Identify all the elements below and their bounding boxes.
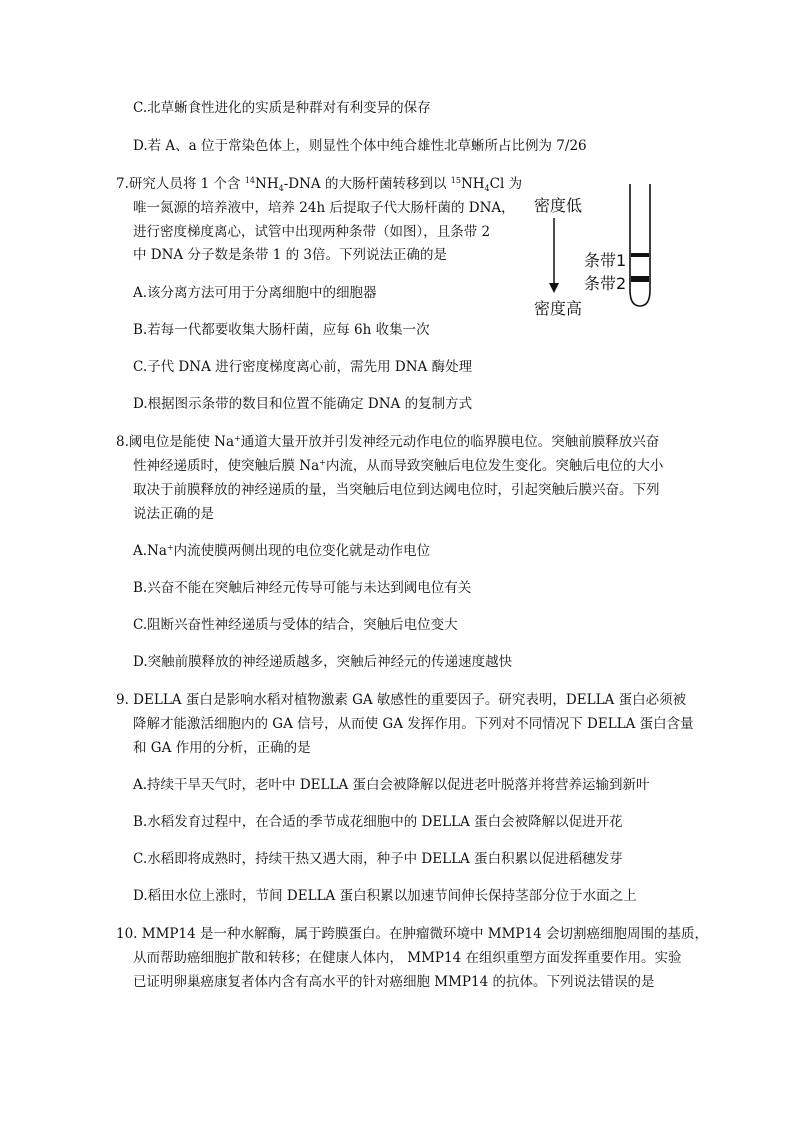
q7-stem-line-3: 进行密度梯度离心，试管中出现两种条带（如图），且条带 2 [133, 224, 491, 240]
band-2-mark [631, 276, 649, 282]
q9-option-c: C.水稻即将成熟时，持续干热又遇大雨，种子中 DELLA 蛋白积累以促进稻穗发芽 [133, 851, 623, 867]
q7-option-b: B.若每一代都要收集大肠杆菌，应每 6h 收集一次 [133, 322, 430, 338]
q7-stem-line-1: 7.研究人员将 1 个含 $^{14}NH_4$-DNA 的大肠杆菌转移到以 $^{15}NH_4Cl$ 为 [116, 176, 523, 193]
centrifuge-tube-figure [520, 180, 670, 320]
q6-option-c: C.北草蜥食性进化的实质是种群对有利变异的保存 [133, 100, 431, 116]
test-tube-outline [630, 184, 650, 306]
q8-stem-line-3: 取决于前膜释放的神经递质的量，当突触后电位到达阈电位时，引起突触后膜兴奋。下列 [133, 482, 660, 498]
q8-option-c: C.阻断兴奋性神经递质与受体的结合，突触后电位变大 [133, 617, 458, 633]
band-1-mark [631, 253, 649, 257]
band-1-label: 条带1 [584, 251, 627, 270]
q8-stem-line-4: 说法正确的是 [133, 506, 214, 522]
q8-option-a: A.Na+内流使膜两侧出现的电位变化就是动作电位 [133, 543, 431, 559]
tube-diagram [520, 180, 670, 320]
density-high-label: 密度高 [534, 299, 583, 318]
q7-option-c: C.子代 DNA 进行密度梯度离心前，需先用 DNA 酶处理 [133, 359, 473, 375]
q8-option-d: D.突触前膜释放的神经递质越多，突触后神经元的传递速度越快 [133, 654, 513, 670]
q7-stem-line-4: 中 DNA 分子数是条带 1 的 3倍。下列说法正确的是 [133, 247, 448, 263]
q10-stem-line-1: 10. MMP14 是一种水解酶，属于跨膜蛋白。在肿瘤微环境中 MMP14 会切割癌细胞周围的基质， [116, 926, 708, 942]
density-arrow-icon [549, 283, 559, 293]
q10-stem-line-2: 从而帮助癌细胞扩散和转移；在健康人体内， MMP14 在组织重塑方面发挥重要作用。实验 [133, 950, 682, 966]
q10-stem-line-3: 已证明卵巢癌康复者体内含有高水平的针对癌细胞 MMP14 的抗体。下列说法错误的是 [133, 974, 655, 990]
q8-stem-line-1: 8.阈电位是能使 Na+通道大量开放并引发神经元动作电位的临界膜电位。突触前膜释放兴奋 [116, 434, 660, 450]
q8-option-b: B.兴奋不能在突触后神经元传导可能与未达到阈电位有关 [133, 580, 472, 596]
q7-option-d: D.根据图示条带的数目和位置不能确定 DNA 的复制方式 [133, 396, 473, 412]
q9-option-d: D.稻田水位上涨时，节间 DELLA 蛋白积累以加速节间伸长保持茎部分位于水面之上 [133, 888, 637, 904]
q6-option-d: D.若 A、a 位于常染色体上，则显性个体中纯合雄性北草蜥所占比例为 7/26 [133, 138, 587, 154]
q9-stem-line-2: 降解才能激活细胞内的 GA 信号，从而使 GA 发挥作用。下列对不同情况下 DELLA 蛋白含量 [133, 716, 694, 732]
q9-option-b: B.水稻发育过程中，在合适的季节成花细胞中的 DELLA 蛋白会被降解以促进开花 [133, 814, 623, 830]
band-2-label: 条带2 [584, 274, 627, 293]
q7-option-a: A.该分离方法可用于分离细胞中的细胞器 [133, 285, 377, 301]
q9-stem-line-1: 9. DELLA 蛋白是影响水稻对植物激素 GA 敏感性的重要因子。研究表明，DELLA 蛋白必须被 [116, 692, 687, 708]
q9-option-a: A.持续干旱天气时，老叶中 DELLA 蛋白会被降解以促进老叶脱落并将营养运输到新叶 [133, 777, 650, 793]
q7-stem-line-2: 唯一氮源的培养液中，培养 24h 后提取子代大肠杆菌的 DNA， [133, 200, 515, 216]
q8-stem-line-2: 性神经递质时，使突触后膜 Na+内流，从而导致突触后电位发生变化。突触后电位的大小 [133, 458, 664, 474]
q9-stem-line-3: 和 GA 作用的分析，正确的是 [133, 740, 311, 756]
density-low-label: 密度低 [534, 196, 583, 215]
